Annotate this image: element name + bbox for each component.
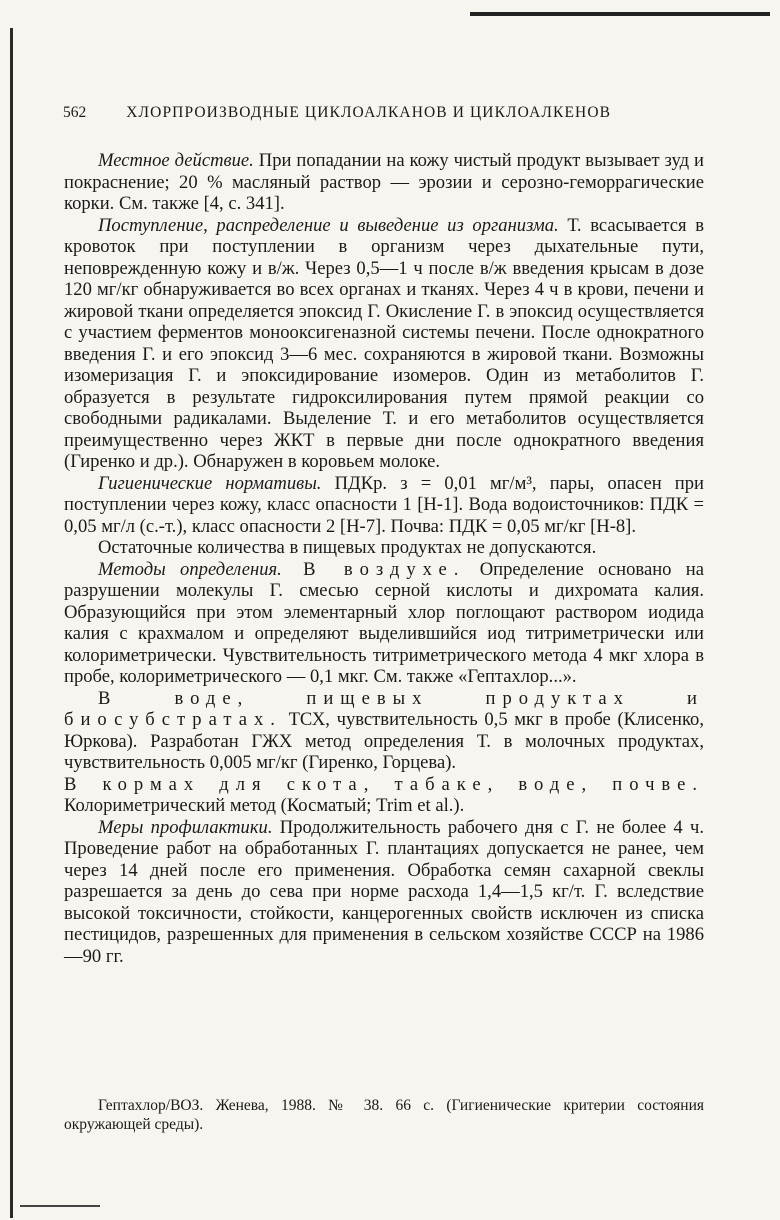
text-intake: Т. всасывается в кровоток при поступлении в организм через дыхательные пути, неповрежденную кожу и в/ж. Через 0,5—1 ч после в/ж введения крысам в дозе 120 мг/кг обнаруживается во всех органах и тканях. Через 4 ч в крови, печени и жировой ткани определяется эпоксид Г. Окисление Г. в эпоксид осуществляется с участием ферментов монооксигеназной системы печени. После однократного введения Г. и его эпоксид 3—6 мес. сохраняются в жировой ткани. Возможны изомеризация Г. и эпоксидирование изомеров. Один из метаболитов Г. образуется в результате гидроксилирования путем прямой реакции со свободными радикалами. Выделение Т. и его метаболитов осуществляется преимущественно через ЖКТ в первые дни после однократного введения (Гиренко и др.). Обнаружен в коровьем молоке.: [64, 214, 704, 472]
text-residues: Остаточные количества в пищевых продуктах не допускаются.: [98, 537, 597, 558]
paragraph-methods: [64, 559, 704, 688]
text-methods: Определение основано на разрушении молекулы Г. смесью серной кислоты и дихромата калия. Образующийся при этом элементарный хлор поглощают раствором иодида калия с крахмалом и определяют выделившийся иод титриметрически или колориметрически. Чувствительность титриметрического метода 4 мкг хлора в пробе, колориметрического — 0,1 мкг. См. также «Гептахлор...».: [64, 558, 705, 687]
top-rule: [470, 12, 770, 16]
paragraph-prevention: [64, 817, 704, 968]
paragraph-feed: [64, 774, 704, 817]
text-prevention: Продолжительность рабочего дня с Г. не более 4 ч. Проведение работ на обработанных Г. плантациях допускается не ранее, чем через 14 дней после его применения. Обработка семян сахарной свеклы разрешается за день до сева при норме расхода 1,4—1,5 кг/т. Г. вследствие высокой токсичности, стойкости, канцерогенных свойств исключен из списка пестицидов, разрешенных для применения в сельском хозяйстве СССР на 1986—90 гг.: [64, 816, 704, 967]
label-methods: Методы определения.: [98, 558, 282, 580]
spaced-water-food: В воде, пищевых продуктах и биосубстратах.: [64, 687, 704, 730]
reference-entry: Гептахлор/ВОЗ. Женева, 1988. № 38. 66 с. (Гигиенические критерии состояния окружающей среды).: [64, 1097, 704, 1133]
paragraph-hygiene: [64, 473, 704, 538]
page-number: 562: [63, 104, 87, 121]
label-intake: Поступление, распределение и выведение из организма.: [98, 214, 559, 236]
running-header: [63, 104, 713, 122]
paragraph-local-action: [64, 150, 704, 215]
text-feed: Колориметрический метод (Косматый; Trim et al.).: [64, 795, 465, 816]
label-hygiene: Гигиенические нормативы.: [98, 472, 322, 494]
running-title: ХЛОРПРОИЗВОДНЫЕ ЦИКЛОАЛКАНОВ И ЦИКЛОАЛКЕНОВ: [126, 104, 612, 121]
text-hygiene: ПДКр. з = 0,01 мг/м³, пары, опасен при поступлении через кожу, класс опасности 1 [Н-1]. Вода водоисточников: ПДК = 0,05 мг/л (с.-т.), класс опасности 2 [Н-7]. Почва: ПДК = 0,05 мг/кг [Н-8].: [64, 472, 704, 537]
spaced-feed: В кормах для скота, табаке, воде, почве.: [64, 773, 704, 795]
footer-rule: [20, 1205, 100, 1207]
body-text: [64, 150, 704, 967]
binding-edge: [10, 28, 13, 1218]
paragraph-intake: [64, 215, 704, 473]
text-local-action: При попадании на кожу чистый продукт вызывает зуд и покраснение; 20 % масляный раствор — эрозии и серозно-геморрагические корки. См. также [4, с. 341].: [64, 150, 705, 214]
paragraph-water-food: [64, 688, 704, 774]
label-prevention: Меры профилактики.: [98, 816, 273, 838]
spaced-in-air: В воздухе.: [281, 558, 466, 580]
text-water-food: ТСХ, чувствительность 0,5 мкг в пробе (Клисенко, Юркова). Разработан ГЖХ метод определения Т. в молочных продуктах, чувствительность 0,005 мг/кг (Гиренко, Горцева).: [64, 709, 704, 773]
label-local-action: Местное действие.: [98, 150, 254, 171]
paragraph-residues: [64, 537, 704, 559]
